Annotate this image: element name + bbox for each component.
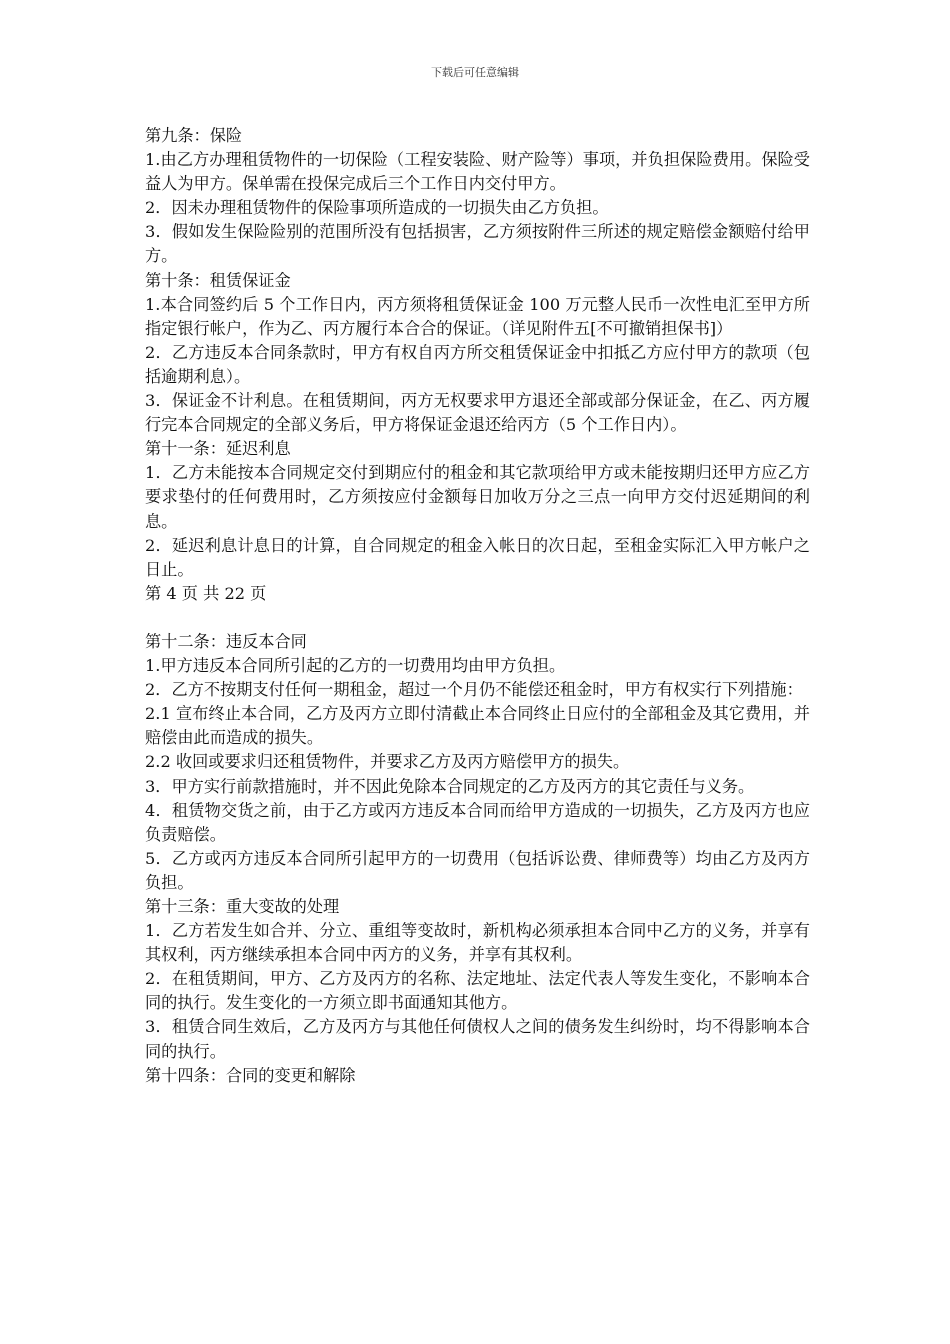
article-12-clause-3: 3．甲方实行前款措施时，并不因此免除本合同规定的乙方及丙方的其它责任与义务。 — [145, 776, 755, 796]
page-number: 第 4 页 共 22 页 — [145, 583, 267, 603]
article-13-clause-2: 2．在租赁期间，甲方、乙方及丙方的名称、法定地址、法定代表人等发生变化，不影响本合同的执行。发生变化的一方须立即书面通知其他方。 — [145, 969, 810, 1013]
page-header: 下载后可任意编辑 — [431, 66, 519, 79]
article-13-clause-3: 3．租赁合同生效后，乙方及丙方与其他任何债权人之间的债务发生纠纷时，均不得影响本合同的执行。 — [145, 1017, 810, 1061]
article-10-clause-2: 2．乙方违反本合同条款时，甲方有权自丙方所交租赁保证金中扣抵乙方应付甲方的款项（包括逾期利息）。 — [145, 342, 810, 386]
article-12-clause-2: 2．乙方不按期支付任何一期租金，超过一个月仍不能偿还租金时，甲方有权实行下列措施： — [145, 680, 803, 700]
article-9-clause-3: 3．假如发生保险险别的范围所没有包括损害，乙方须按附件三所述的规定赔偿金额赔付给甲方。 — [145, 222, 810, 266]
article-12-clause-2-2: 2.2 收回或要求归还租赁物件，并要求乙方及丙方赔偿甲方的损失。 — [145, 752, 630, 772]
article-11-heading: 第十一条：延迟利息 — [145, 439, 291, 459]
article-9-clause-2: 2．因未办理租赁物件的保险事项所造成的一切损失由乙方负担。 — [145, 198, 609, 218]
article-12-clause-4: 4．租赁物交货之前，由于乙方或丙方违反本合同而给甲方造成的一切损失，乙方及丙方也应负责赔偿。 — [145, 800, 810, 844]
article-11-clause-2: 2．延迟利息计息日的计算，自合同规定的租金入帐日的次日起，至租金实际汇入甲方帐户之日止。 — [145, 535, 810, 579]
article-13-clause-1: 1．乙方若发生如合并、分立、重组等变故时，新机构必须承担本合同中乙方的义务，并享有其权利，丙方继续承担本合同中丙方的义务，并享有其权利。 — [145, 921, 810, 965]
document-body — [145, 124, 810, 1088]
article-9-heading: 第九条：保险 — [145, 126, 243, 145]
article-12-clause-1: 1.甲方违反本合同所引起的乙方的一切费用均由甲方负担。 — [145, 656, 566, 676]
article-13-heading: 第十三条：重大变故的处理 — [145, 897, 340, 916]
article-12-heading: 第十二条：违反本合同 — [145, 631, 307, 651]
article-10-clause-1: 1.本合同签约后 5 个工作日内，丙方须将租赁保证金 100 万元整人民币一次性电汇至甲方所指定银行帐户，作为乙、丙方履行本合合的保证。（详见附件五[不可撤销担保书]） — [145, 294, 810, 338]
article-10-clause-3: 3．保证金不计利息。在租赁期间，丙方无权要求甲方退还全部或部分保证金，在乙、丙方履行完本合同规定的全部义务后，甲方将保证金退还给丙方（5 个工作日内）。 — [145, 391, 810, 435]
article-12-clause-2-1: 2.1 宣布终止本合同，乙方及丙方立即付清截止本合同终止日应付的全部租金及其它费用，并赔偿由此而造成的损失。 — [145, 704, 810, 748]
article-10-heading: 第十条：租赁保证金 — [145, 270, 291, 290]
article-11-clause-1: 1．乙方未能按本合同规定交付到期应付的租金和其它款项给甲方或未能按期归还甲方应乙方要求垫付的任何费用时，乙方须按应付金额每日加收万分之三点一向甲方交付迟延期间的利息。 — [145, 463, 810, 531]
blank-line — [145, 606, 810, 630]
article-12-clause-5: 5．乙方或丙方违反本合同所引起甲方的一切费用（包括诉讼费、律师费等）均由乙方及丙方负担。 — [145, 848, 810, 892]
article-14-heading: 第十四条：合同的变更和解除 — [145, 1065, 356, 1085]
article-9-clause-1: 1.由乙方办理租赁物件的一切保险（工程安装险、财产险等）事项，并负担保险费用。保险受益人为甲方。保单需在投保完成后三个工作日内交付甲方。 — [145, 150, 810, 194]
